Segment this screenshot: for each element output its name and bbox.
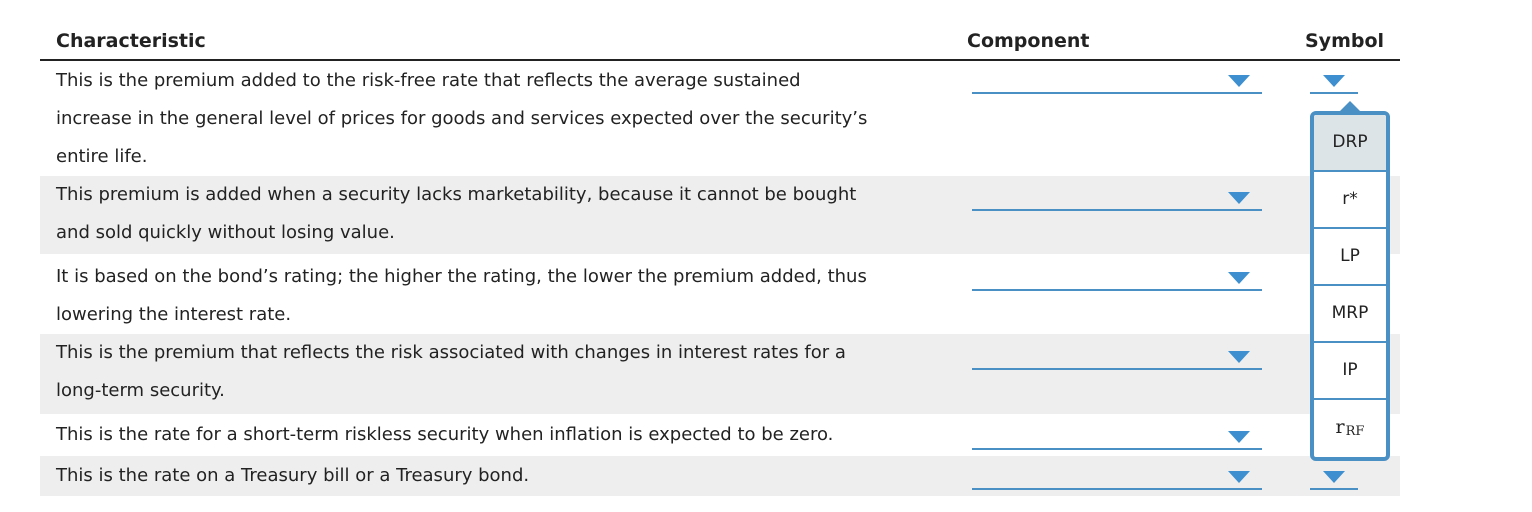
- symbol-dropdown[interactable]: [1310, 70, 1358, 94]
- symbol-dropdown[interactable]: [1310, 466, 1358, 490]
- text-line: This premium is added when a security lacks marketability, because it cannot be bought: [56, 184, 857, 205]
- menu-option-r-star[interactable]: r*: [1314, 172, 1386, 229]
- menu-option-ip[interactable]: IP: [1314, 343, 1386, 400]
- chevron-down-icon[interactable]: [1323, 471, 1345, 483]
- chevron-down-icon[interactable]: [1323, 75, 1345, 87]
- component-dropdown[interactable]: [972, 267, 1262, 291]
- characteristic-text: [56, 176, 956, 252]
- chevron-down-icon[interactable]: [1228, 351, 1250, 363]
- text-line: This is the premium that reflects the risk associated with changes in interest rates for a: [56, 342, 846, 363]
- menu-option-lp[interactable]: LP: [1314, 229, 1386, 286]
- table-row: [40, 254, 1400, 334]
- characteristic-text: [56, 416, 956, 454]
- text-line: This is the rate on a Treasury bill or a Treasury bond.: [56, 465, 530, 486]
- component-dropdown[interactable]: [972, 466, 1262, 490]
- chevron-down-icon[interactable]: [1228, 431, 1250, 443]
- header-component: Component: [967, 30, 1090, 52]
- header-characteristic: Characteristic: [56, 30, 206, 52]
- characteristic-text: [56, 334, 956, 410]
- table-row: [40, 334, 1400, 414]
- text-line: lowering the interest rate.: [56, 304, 292, 325]
- text-line: entire life.: [56, 146, 148, 167]
- symbol-dropdown-menu: [1310, 111, 1390, 461]
- menu-option-r-rf[interactable]: [1314, 400, 1386, 455]
- text-line: This is the rate for a short-term riskless security when inflation is expected to be zero.: [56, 424, 834, 445]
- menu-option-mrp[interactable]: MRP: [1314, 286, 1386, 343]
- text-line: This is the premium added to the risk-free rate that reflects the average sustained: [56, 70, 801, 91]
- characteristic-text: [56, 258, 956, 334]
- characteristic-text: [56, 457, 956, 495]
- component-dropdown[interactable]: [972, 187, 1262, 211]
- table-row: [40, 62, 1400, 176]
- header-symbol: Symbol: [1305, 30, 1385, 52]
- chevron-down-icon[interactable]: [1228, 471, 1250, 483]
- text-line: It is based on the bond’s rating; the higher the rating, the lower the premium added, thus: [56, 266, 867, 287]
- option-label: [1336, 416, 1365, 438]
- chevron-down-icon[interactable]: [1228, 192, 1250, 204]
- component-dropdown[interactable]: [972, 70, 1262, 94]
- table-row: [40, 414, 1400, 456]
- option-label-main: r: [1335, 416, 1345, 438]
- table-row: [40, 176, 1400, 254]
- text-line: increase in the general level of prices for goods and services expected over the security’s: [56, 108, 868, 129]
- option-label-subscript: RF: [1345, 424, 1365, 439]
- chevron-down-icon[interactable]: [1228, 272, 1250, 284]
- text-line: and sold quickly without losing value.: [56, 222, 395, 243]
- text-line: long-term security.: [56, 380, 225, 401]
- component-dropdown[interactable]: [972, 346, 1262, 370]
- component-dropdown[interactable]: [972, 426, 1262, 450]
- table-row: [40, 456, 1400, 496]
- chevron-down-icon[interactable]: [1228, 75, 1250, 87]
- menu-option-drp[interactable]: DRP: [1314, 115, 1386, 172]
- characteristic-text: [56, 62, 956, 176]
- table-header: [40, 0, 1400, 61]
